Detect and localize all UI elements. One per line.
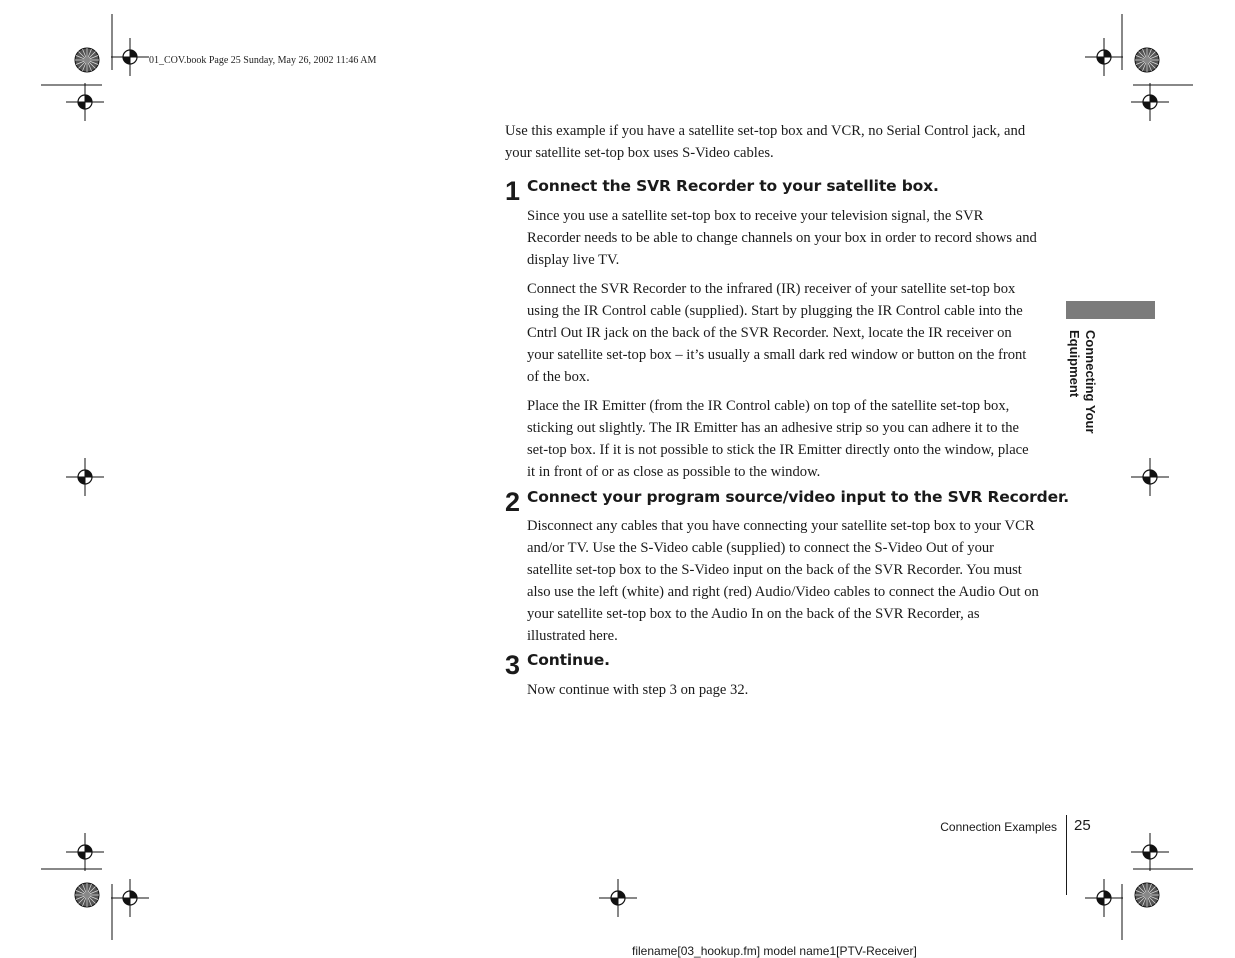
registration-mark-top-left bbox=[111, 38, 149, 76]
step-3-paragraph-1: Now continue with step 3 on page 32. bbox=[527, 682, 749, 698]
step-3-title: Continue. bbox=[527, 651, 610, 669]
section-tab-marker bbox=[1066, 301, 1155, 319]
registration-mark-right-middle bbox=[1131, 458, 1169, 496]
step-1-paragraph-2: Connect the SVR Recorder to the infrared (IR) receiver of your satellite set-top box using the IR Control cable (supplied). Start by plugging the IR Control cable into the Cntrl Out IR jack on the back of the SVR Recorder. Next, locate the IR receiver on your satellite set-top box – it’s usually a small dark red window or button on the front of the box. bbox=[527, 281, 1027, 385]
registration-mark-top-right bbox=[1085, 38, 1123, 76]
step-1-number: 1 bbox=[505, 176, 521, 206]
print-info-header: 01_COV.book Page 25 Sunday, May 26, 2002 11:46 AM bbox=[149, 55, 377, 66]
starburst-mark-top-right bbox=[1135, 48, 1159, 72]
registration-mark-bottom-center bbox=[599, 879, 637, 917]
file-info-footer: filename[03_hookup.fm] model name1[PTV-Receiver] bbox=[632, 944, 917, 958]
registration-mark-right-lower bbox=[1131, 833, 1169, 871]
step-2-title: Connect your program source/video input to the SVR Recorder. bbox=[527, 488, 1069, 506]
starburst-mark-bottom-right bbox=[1135, 883, 1159, 907]
step-2-paragraph-1: Disconnect any cables that you have connecting your satellite set-top box to your VCR and/or TV. Use the S-Video cable (supplied) to connect the S-Video Out of your satellite set-top box to the S-Video input on the back of the SVR Recorder. You must also use the left (white) and right (red) Audio/Video cables to connect the Audio Out on your satellite set-top box to the Audio In on the back of the SVR Recorder, as illustrated here. bbox=[527, 518, 1039, 644]
step-2-number: 2 bbox=[505, 487, 521, 517]
section-tab-label: Connecting Your Equipment bbox=[1067, 330, 1098, 434]
intro-paragraph: Use this example if you have a satellite set-top box and VCR, no Serial Control jack, and your satellite set-top box uses S-Video cables. bbox=[505, 123, 1026, 161]
footer-section-title: Connection Examples bbox=[940, 820, 1057, 834]
step-1-title: Connect the SVR Recorder to your satellite box. bbox=[527, 177, 939, 195]
registration-mark-right-upper bbox=[1131, 83, 1169, 121]
registration-mark-bottom-left bbox=[111, 879, 149, 917]
step-3-number: 3 bbox=[505, 650, 521, 680]
starburst-mark-bottom-left bbox=[75, 883, 99, 907]
registration-mark-left-middle bbox=[66, 458, 104, 496]
starburst-mark-top-left bbox=[75, 48, 99, 72]
registration-mark-bottom-right bbox=[1085, 879, 1123, 917]
step-1-paragraph-3: Place the IR Emitter (from the IR Control cable) on top of the satellite set-top box, sticking out slightly. The IR Emitter has an adhesive strip so you can adhere it to the set-top box. If it is not possible to stick the IR Emitter directly onto the window, place it in front of or as close as possible to the window. bbox=[527, 398, 1029, 480]
registration-mark-left-lower bbox=[66, 833, 104, 871]
footer-divider bbox=[1066, 815, 1067, 895]
step-1-paragraph-1: Since you use a satellite set-top box to receive your television signal, the SVR Recorder needs to be able to change channels on your box in order to record shows and display live TV. bbox=[527, 208, 1037, 268]
registration-mark-left-upper bbox=[66, 83, 104, 121]
page-number: 25 bbox=[1074, 817, 1091, 834]
